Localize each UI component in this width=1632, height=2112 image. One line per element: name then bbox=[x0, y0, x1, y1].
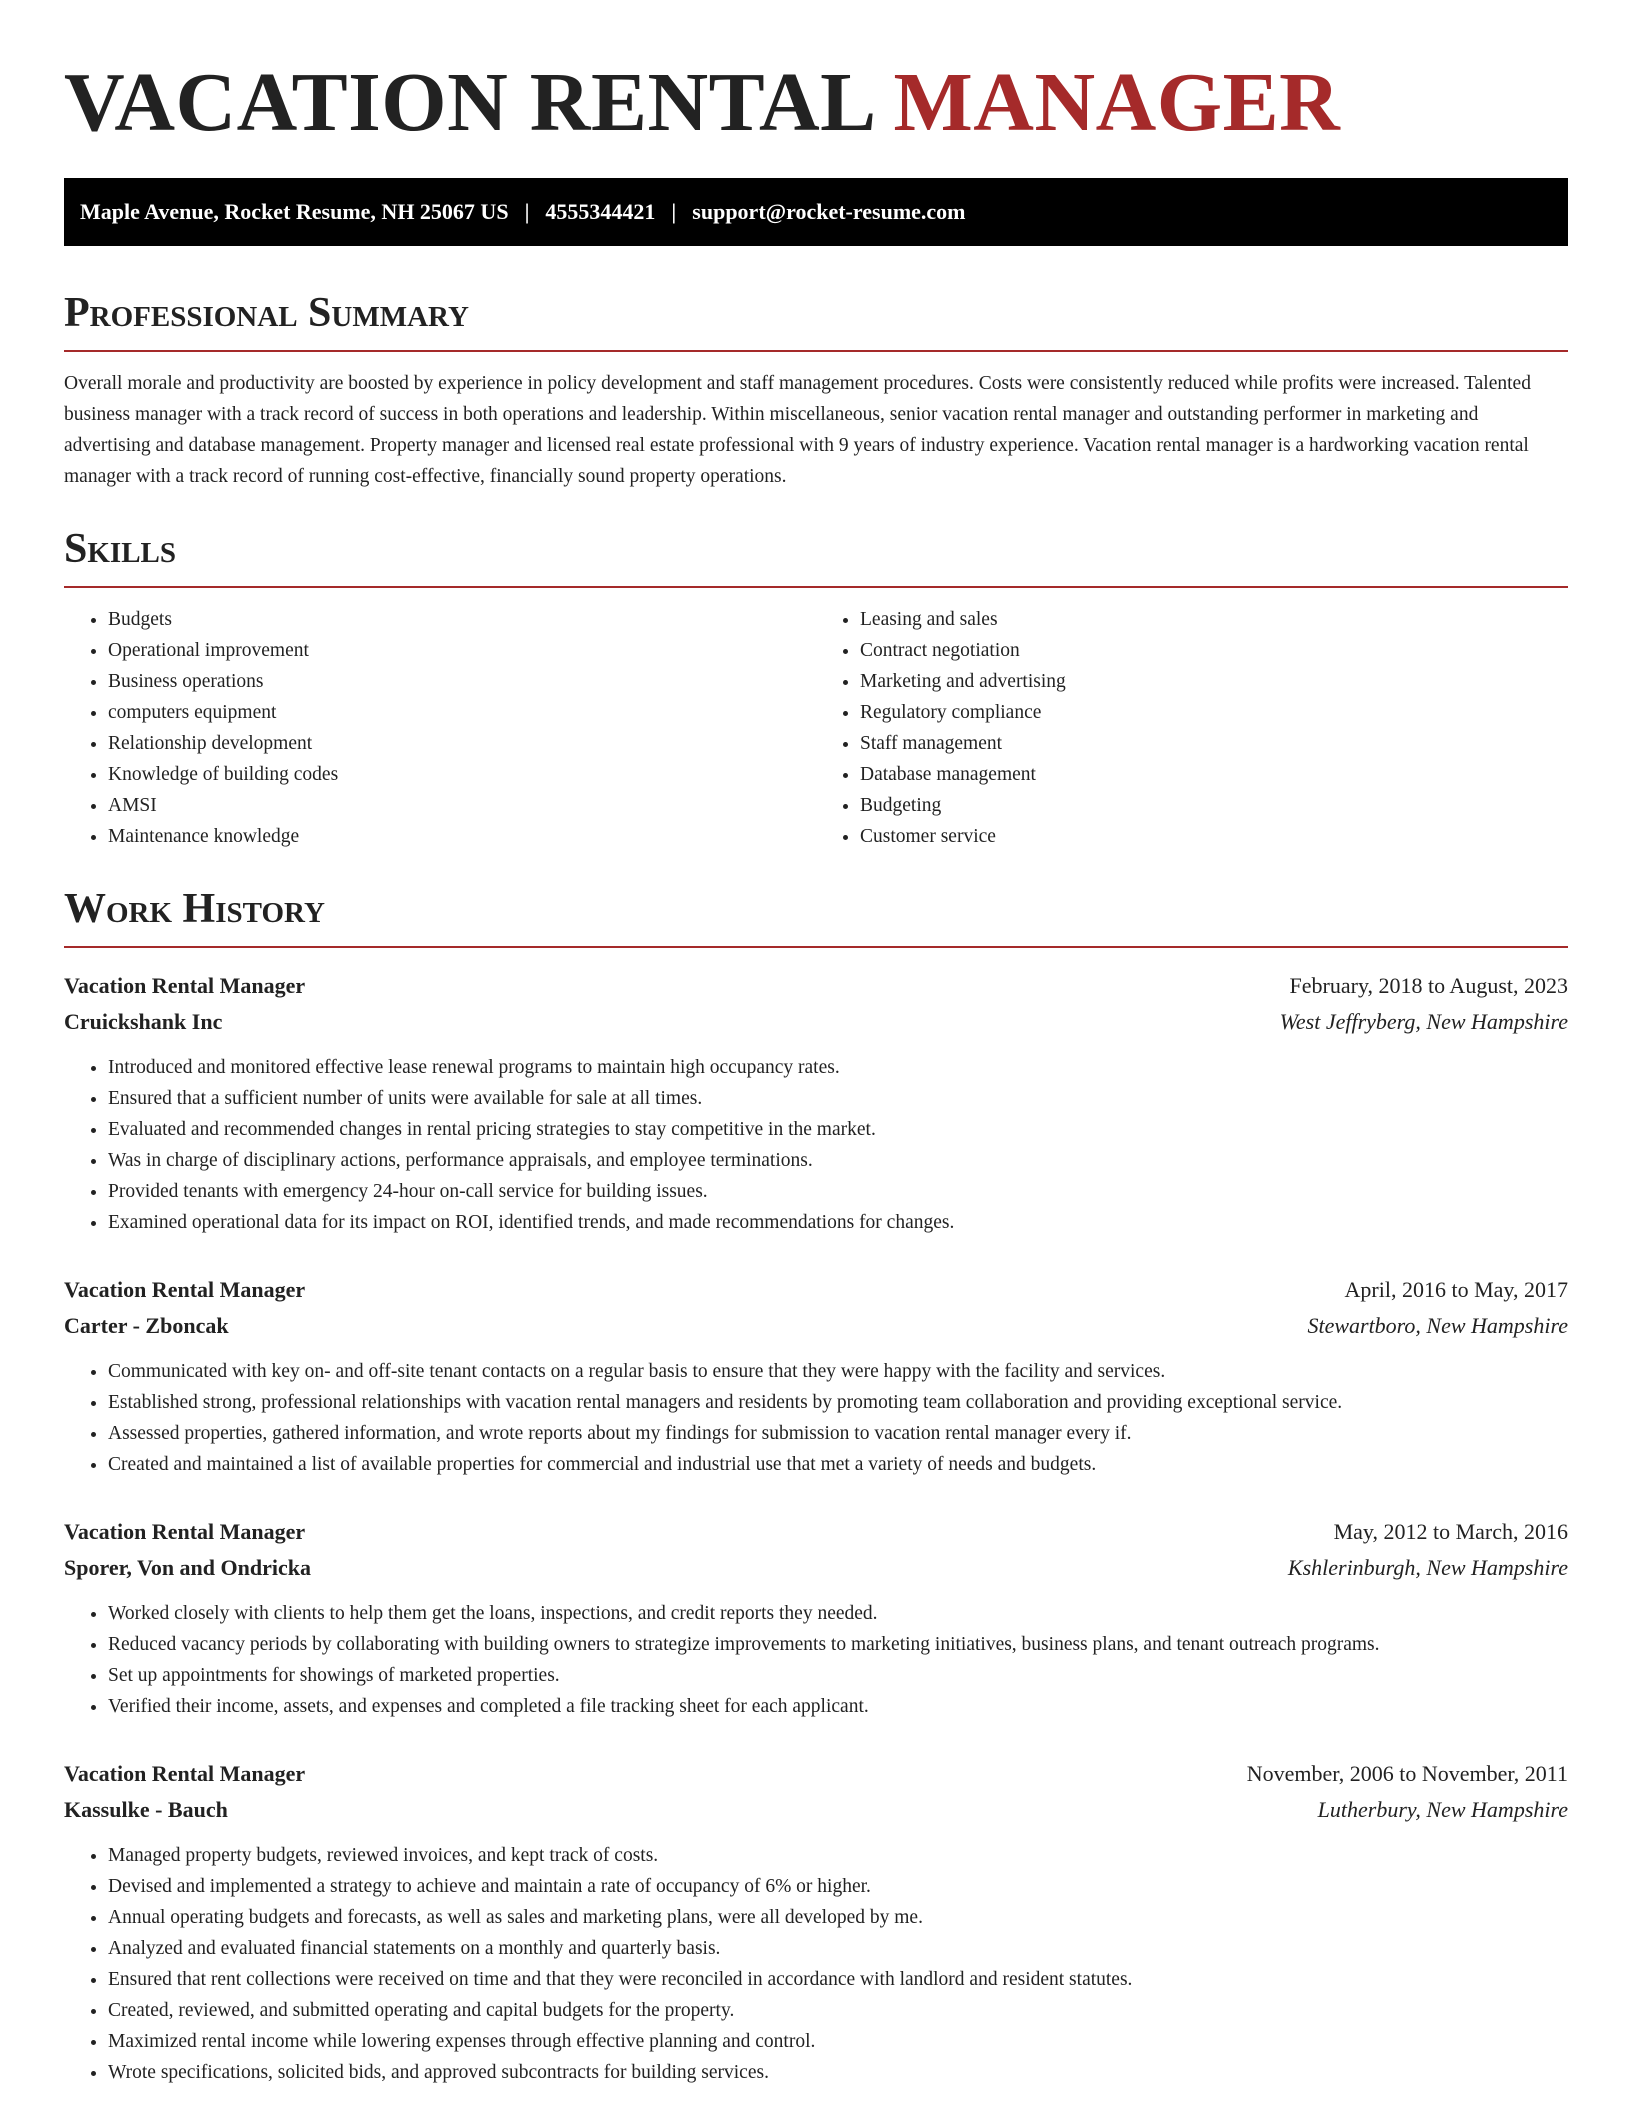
skill-item: • Relationship development bbox=[108, 728, 816, 759]
contact-bar bbox=[64, 178, 1568, 246]
duty-item: • Worked closely with clients to help them get the loans, inspections, and credit reports they needed. bbox=[108, 1598, 1568, 1629]
work-history-section bbox=[64, 884, 1568, 2088]
duty-item: • Verified their income, assets, and expenses and completed a file tracking sheet for each applicant. bbox=[108, 1691, 1568, 1722]
contact-address: Maple Avenue, Rocket Resume, NH 25067 US bbox=[80, 199, 509, 224]
section-divider bbox=[64, 350, 1568, 352]
summary-text: Overall morale and productivity are boosted by experience in policy development and staff management procedures. Costs were consistently reduced while profits were increased. Talented business manager with a track record of success in both operations and leadership. Within miscellaneous, senior vacation rental manager and outstanding performer in marketing and advertising and database management. Property manager and licensed real estate professional with 9 years of industry experience. Vacation rental manager is a hardworking vacation rental manager with a track record of running cost-effective, financially sound property operations. bbox=[64, 373, 1531, 487]
duty-item: • Evaluated and recommended changes in rental pricing strategies to stay competitive in the market. bbox=[108, 1114, 1568, 1145]
job-company: Carter - Zboncak bbox=[64, 1313, 229, 1338]
job-entry bbox=[64, 968, 1568, 1238]
duty-item: • Managed property budgets, reviewed invoices, and kept track of costs. bbox=[108, 1840, 1568, 1871]
duty-item: • Was in charge of disciplinary actions, performance appraisals, and employee terminations. bbox=[108, 1145, 1568, 1176]
job-dates: May, 2012 to March, 2016 bbox=[1333, 1519, 1568, 1544]
job-location: West Jeffryberg, New Hampshire bbox=[1279, 1009, 1568, 1034]
skill-item: • Maintenance knowledge bbox=[108, 821, 816, 852]
section-divider bbox=[64, 946, 1568, 948]
job-dates: April, 2016 to May, 2017 bbox=[1344, 1277, 1568, 1302]
skills-grid bbox=[64, 604, 1568, 852]
section-title-skills: Skills bbox=[64, 526, 177, 572]
job-header-row bbox=[64, 1756, 1568, 1792]
job-header-row bbox=[64, 1514, 1568, 1550]
duty-item: • Devised and implemented a strategy to achieve and maintain a rate of occupancy of 6% or higher. bbox=[108, 1871, 1568, 1902]
duty-item: • Ensured that rent collections were received on time and that they were reconciled in accordance with landlord and resident statutes. bbox=[108, 1964, 1568, 1995]
skills-column-left bbox=[64, 604, 816, 852]
duty-item: • Created, reviewed, and submitted operating and capital budgets for the property. bbox=[108, 1995, 1568, 2026]
job-duties bbox=[64, 1052, 1568, 1238]
skill-item: • Regulatory compliance bbox=[860, 697, 1568, 728]
job-entry bbox=[64, 1272, 1568, 1480]
skills-column-right bbox=[816, 604, 1568, 852]
contact-separator: | bbox=[671, 199, 677, 224]
job-location: Kshlerinburgh, New Hampshire bbox=[1287, 1555, 1568, 1580]
job-company: Sporer, Von and Ondricka bbox=[64, 1555, 311, 1580]
job-entry bbox=[64, 1514, 1568, 1722]
skill-item: • computers equipment bbox=[108, 697, 816, 728]
section-title-work-history: Work History bbox=[64, 886, 325, 932]
skills-section bbox=[64, 524, 1568, 852]
job-title: Vacation Rental Manager bbox=[64, 973, 306, 998]
job-entry bbox=[64, 1756, 1568, 2088]
name-primary: VACATION RENTAL bbox=[64, 56, 873, 149]
skill-item: • Budgeting bbox=[860, 790, 1568, 821]
section-divider bbox=[64, 586, 1568, 588]
job-company-row bbox=[64, 1308, 1568, 1344]
job-location: Lutherbury, New Hampshire bbox=[1317, 1797, 1568, 1822]
skill-item: • Leasing and sales bbox=[860, 604, 1568, 635]
section-title-summary: Professional Summary bbox=[64, 290, 469, 336]
contact-phone: 4555344421 bbox=[545, 199, 656, 224]
duty-item: • Annual operating budgets and forecasts, as well as sales and marketing plans, were all developed by me. bbox=[108, 1902, 1568, 1933]
duty-item: • Communicated with key on- and off-site tenant contacts on a regular basis to ensure that they were happy with the facility and services. bbox=[108, 1356, 1568, 1387]
duty-item: • Reduced vacancy periods by collaborating with building owners to strategize improvements to marketing initiatives, business plans, and tenant outreach programs. bbox=[108, 1629, 1568, 1660]
duty-item: • Analyzed and evaluated financial statements on a monthly and quarterly basis. bbox=[108, 1933, 1568, 1964]
duty-item: • Assessed properties, gathered information, and wrote reports about my findings for submission to vacation rental manager every if. bbox=[108, 1418, 1568, 1449]
skill-item: • Staff management bbox=[860, 728, 1568, 759]
job-duties bbox=[64, 1840, 1568, 2088]
job-dates: February, 2018 to August, 2023 bbox=[1289, 973, 1568, 998]
resume-name bbox=[64, 52, 1568, 154]
skill-item: • Business operations bbox=[108, 666, 816, 697]
job-title: Vacation Rental Manager bbox=[64, 1519, 306, 1544]
job-duties bbox=[64, 1598, 1568, 1722]
skill-item: • Operational improvement bbox=[108, 635, 816, 666]
contact-separator: | bbox=[524, 199, 530, 224]
skill-item: • Contract negotiation bbox=[860, 635, 1568, 666]
skill-item: • Knowledge of building codes bbox=[108, 759, 816, 790]
job-company-row bbox=[64, 1550, 1568, 1586]
duty-item: • Ensured that a sufficient number of units were available for sale at all times. bbox=[108, 1083, 1568, 1114]
job-dates: November, 2006 to November, 2011 bbox=[1246, 1761, 1568, 1786]
job-company: Kassulke - Bauch bbox=[64, 1797, 228, 1822]
duty-item: • Examined operational data for its impact on ROI, identified trends, and made recommendations for changes. bbox=[108, 1207, 1568, 1238]
job-header-row bbox=[64, 1272, 1568, 1308]
job-header-row bbox=[64, 968, 1568, 1004]
skill-item: • Database management bbox=[860, 759, 1568, 790]
job-title: Vacation Rental Manager bbox=[64, 1277, 306, 1302]
duty-item: • Created and maintained a list of available properties for commercial and industrial use that met a variety of needs and budgets. bbox=[108, 1449, 1568, 1480]
job-company-row bbox=[64, 1792, 1568, 1828]
duty-item: • Set up appointments for showings of marketed properties. bbox=[108, 1660, 1568, 1691]
job-duties bbox=[64, 1356, 1568, 1480]
job-company: Cruickshank Inc bbox=[64, 1009, 223, 1034]
job-company-row bbox=[64, 1004, 1568, 1040]
duty-item: • Established strong, professional relationships with vacation rental managers and residents by promoting team collaboration and providing exceptional service. bbox=[108, 1387, 1568, 1418]
job-title: Vacation Rental Manager bbox=[64, 1761, 306, 1786]
skill-item: • AMSI bbox=[108, 790, 816, 821]
skill-item: • Customer service bbox=[860, 821, 1568, 852]
professional-summary-section bbox=[64, 288, 1568, 492]
duty-item: • Provided tenants with emergency 24-hour on-call service for building issues. bbox=[108, 1176, 1568, 1207]
duty-item: • Maximized rental income while lowering expenses through effective planning and control. bbox=[108, 2026, 1568, 2057]
duty-item: • Introduced and monitored effective lease renewal programs to maintain high occupancy rates. bbox=[108, 1052, 1568, 1083]
skill-item: • Budgets bbox=[108, 604, 816, 635]
duty-item: • Wrote specifications, solicited bids, and approved subcontracts for building services. bbox=[108, 2057, 1568, 2088]
skill-item: • Marketing and advertising bbox=[860, 666, 1568, 697]
job-location: Stewartboro, New Hampshire bbox=[1307, 1313, 1568, 1338]
name-accent: MANAGER bbox=[893, 56, 1341, 149]
contact-email: support@rocket-resume.com bbox=[692, 199, 966, 224]
